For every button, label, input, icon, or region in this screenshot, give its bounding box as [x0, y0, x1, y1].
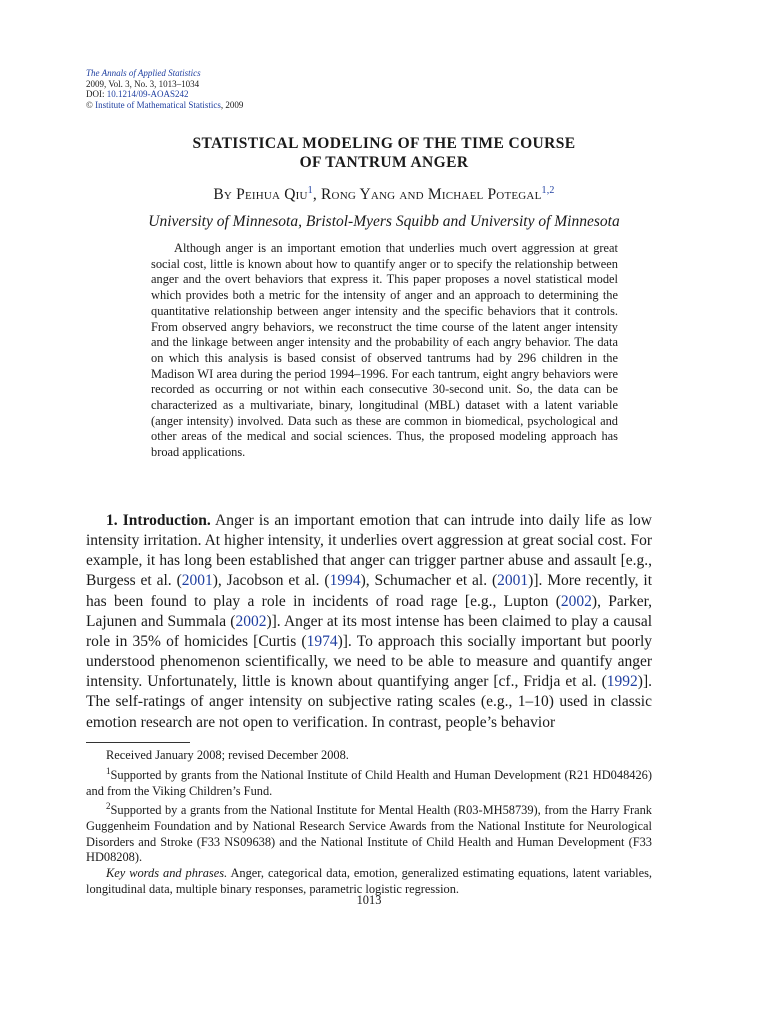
keywords-label: Key words and phrases. — [106, 866, 228, 881]
author-list — [86, 185, 682, 204]
body-text: ), Jacobson et al. ( — [212, 572, 330, 590]
journal-volume: 2009, Vol. 3, No. 3, 1013–1034 — [86, 78, 200, 89]
title-line-2: OF TANTRUM ANGER — [299, 154, 469, 171]
citation-link[interactable]: 2002 — [235, 612, 267, 630]
citation-link[interactable]: 1992 — [606, 673, 638, 691]
body-text: )]. The self-ratings of anger intensity on subjective rating scales (e.g., 1–10) used in classic emotion research are not open to verification. In contrast, people’s behavior — [86, 673, 652, 731]
footnote-ref-link[interactable]: 1 — [307, 185, 313, 196]
citation-link[interactable]: 1994 — [329, 572, 361, 590]
introduction-paragraph — [86, 511, 652, 733]
body-text: Anger is an important emotion that can intrude into daily life as low intensity irritation. At higher intensity, it underlies overt aggression at great social cost. For example, it has long been established that anger can trigger partner abuse and assault [e.g., Burgess et al. ( — [86, 512, 652, 590]
title-line-1: STATISTICAL MODELING OF THE TIME COURSE — [192, 135, 576, 152]
author-name: Peihua Qiu — [236, 186, 308, 204]
doi-link[interactable]: 10.1214/09-AOAS242 — [106, 89, 189, 99]
journal-info — [86, 68, 243, 110]
citation-link[interactable]: 1974 — [306, 632, 338, 650]
body-text: )]. More recently, it has been found to play a role in incidents of road rage [e.g., Lupton ( — [86, 572, 652, 610]
keywords-text: Anger, categorical data, emotion, generalized estimating equations, latent variables, longitudinal data, multiple binary responses, parametric logistic regression. — [86, 866, 653, 896]
body-text: )]. To approach this socially important but poorly understood phenomenon scientifically, we need to be able to measure and quantify anger intensity. Unfortunately, little is known about quantifying anger [cf., Fridja et al. ( — [86, 632, 652, 691]
journal-doi — [86, 89, 243, 100]
footnote-2 — [86, 799, 652, 866]
received-date: Received January 2008; revised December 2008. — [106, 748, 349, 762]
abstract: Although anger is an important emotion that underlies much overt aggression at great social cost, little is known about how to quantify anger or to specify the relationship between anger and the overt behaviors that express it. This paper proposes a novel statistical model which provides both a metric for the intensity of anger and an approach to determining the quantitative relationship between anger intensity and the specific behaviors that it controls. From observed angry behaviors, we reconstruct the time course of the latent anger intensity and the linkage between anger intensity and the probability of each angry behavior. The data on which this analysis is based consist of observed tantrums had by 296 children in the Madison WI area during the period 1994–1996. For each tantrum, eight angry behaviors were recorded as occurring or not within each consecutive 30-second unit. So, the data can be characterized as a multivariate, binary, longitudinal (MBL) dataset with a latent variable (anger intensity) involved. Data such as these are common in biomedical, psychological and other areas of the medical and social sciences. Thus, the proposed modeling approach has broad applications. — [151, 241, 618, 460]
page-number: 1013 — [356, 893, 382, 907]
footnote-1 — [86, 764, 652, 800]
author-name: Michael Potegal — [427, 186, 542, 204]
footnote-divider — [86, 742, 190, 743]
authors-by: By — [213, 186, 237, 204]
body-text: ), Schumacher et al. ( — [360, 572, 498, 590]
paper-title — [86, 134, 682, 172]
affiliation: University of Minnesota, Bristol-Myers Squibb and University of Minnesota — [148, 213, 620, 230]
doi-label: DOI: — [86, 89, 107, 99]
footnote-ref-link[interactable]: 1,2 — [541, 185, 555, 196]
footnotes — [86, 748, 652, 898]
section-heading: 1. Introduction. — [106, 512, 211, 529]
journal-copyright — [86, 100, 243, 111]
author-name: Rong Yang — [321, 186, 396, 204]
footnote-mark: 2 — [106, 801, 111, 812]
author-separator: and — [395, 186, 428, 204]
citation-link[interactable]: 2002 — [560, 592, 592, 610]
citation-link[interactable]: 2001 — [497, 572, 529, 590]
body-text: )]. Anger at its most intense has been claimed to play a causal role in 35% of homicides [Curtis ( — [86, 612, 653, 650]
citation-link[interactable]: 2001 — [181, 572, 213, 590]
body-text: ), Parker, Lajunen and Summala ( — [86, 592, 652, 630]
author-separator: , — [312, 186, 322, 204]
journal-name-link[interactable]: The Annals of Applied Statistics — [86, 68, 201, 78]
ims-link[interactable]: Institute of Mathematical Statistics — [95, 99, 221, 110]
footnote-text: Supported by a grants from the National Institute for Mental Health (R03-MH58739), from the Harry Frank Guggenheim Foundation and by National Research Service Awards from the National Institute for Neurological Disorders and Stroke (F33 NS09638) and the National Institute of Child Health and Human Development (F33 HD08208). — [86, 803, 652, 865]
footnote-mark: 1 — [106, 765, 111, 776]
copyright-symbol: © — [86, 99, 96, 110]
footnote-text: Supported by grants from the National Institute of Child Health and Human Development (R21 HD048426) and from the Viking Children’s Fund. — [86, 767, 652, 798]
copyright-year: , 2009 — [220, 99, 244, 110]
